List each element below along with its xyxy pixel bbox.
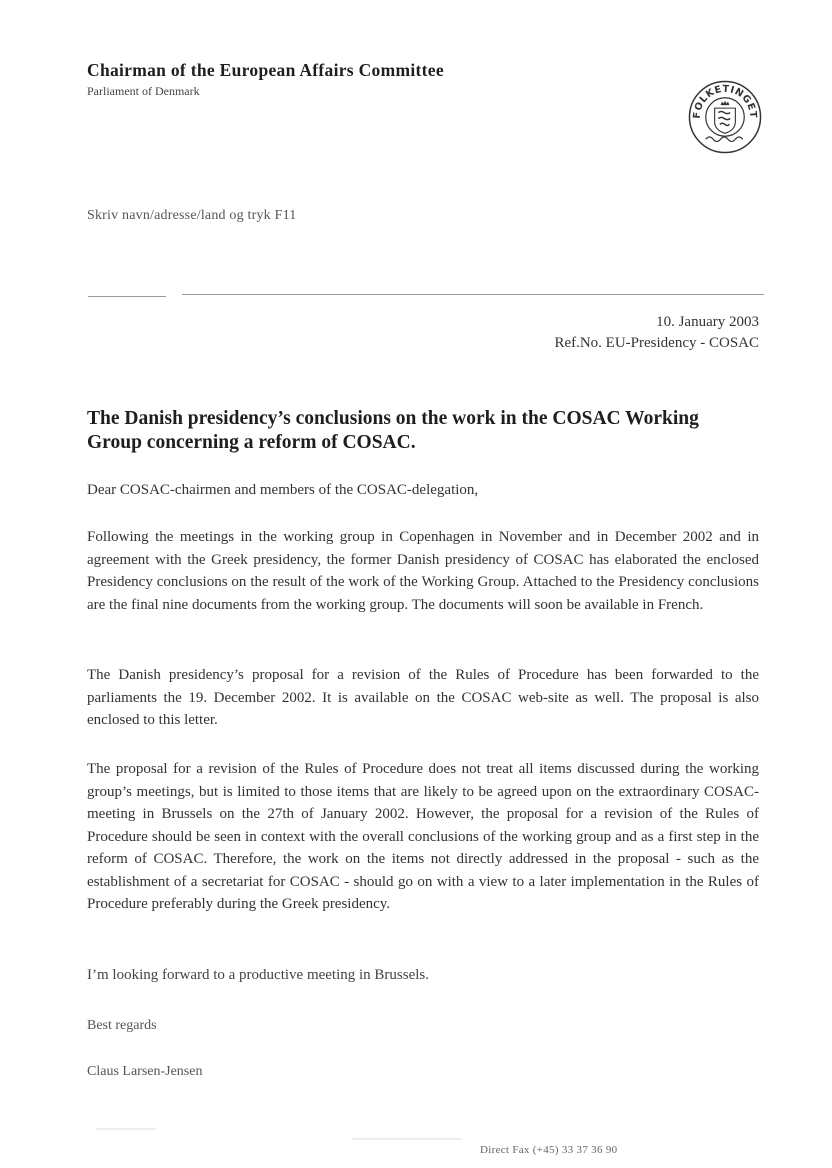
scan-smudge <box>96 1128 156 1130</box>
letter-title: The Danish presidency’s conclusions on the work in the COSAC Working Group concerning a reform of COSAC. <box>87 408 699 453</box>
divider-short <box>88 296 166 297</box>
seal-text: FOLKETINGET <box>691 83 759 119</box>
body-paragraph-2: The Danish presidency’s proposal for a revision of the Rules of Procedure has been forwarded to the parliaments the 19. December 2002. It is available on the COSAC web-site as well. The proposal is also enclosed to this letter. <box>87 667 759 728</box>
body-paragraph-3: The proposal for a revision of the Rules of Procedure does not treat all items discussed during the working group’s meetings, but is limited to those items that are likely to be agreed upon on the extraordinary COSAC-meeting in Brussels on the 27th of January 2002. However, the proposal for a revision of the Rules of Procedure should be seen in context with the overall conclusions of the working group and as a first step in the reform of COSAC. Therefore, the work on the items not directly addressed in the proposal - such as the establishment of a secretariat for COSAC - should go on with a view to a later implementation in the Rules of Procedure preferably during the Greek presidency. <box>87 761 759 912</box>
scan-smudge <box>352 1138 462 1140</box>
address-prompt: Skriv navn/adresse/land og tryk F11 <box>87 208 297 223</box>
letterhead-department: Parliament of Denmark <box>87 84 200 98</box>
regards: Best regards <box>87 1018 157 1033</box>
closing-line: I’m looking forward to a productive meeting in Brussels. <box>87 967 430 983</box>
salutation: Dear COSAC-chairmen and members of the COSAC-delegation, <box>87 482 479 498</box>
letter-date: 10. January 2003 <box>656 314 759 330</box>
body-paragraph-1: Following the meetings in the working group in Copenhagen in November and in December 2002 and in agreement with the Greek presidency, the former Danish presidency of COSAC has elaborated the enclosed Presidency conclusions on the result of the work of the Working Group. Attached to the Presidency conclusions are the final nine documents from the working group. The documents will soon be available in French. <box>87 529 759 613</box>
footer-fax: Direct Fax (+45) 33 37 36 90 <box>480 1144 618 1156</box>
folketinget-seal-icon <box>688 80 762 154</box>
letterhead-organization: Chairman of the European Affairs Committee <box>87 60 444 80</box>
divider-long <box>182 294 764 295</box>
signer-name: Claus Larsen-Jensen <box>87 1064 203 1079</box>
reference-number: Ref.No. EU-Presidency - COSAC <box>554 335 759 351</box>
